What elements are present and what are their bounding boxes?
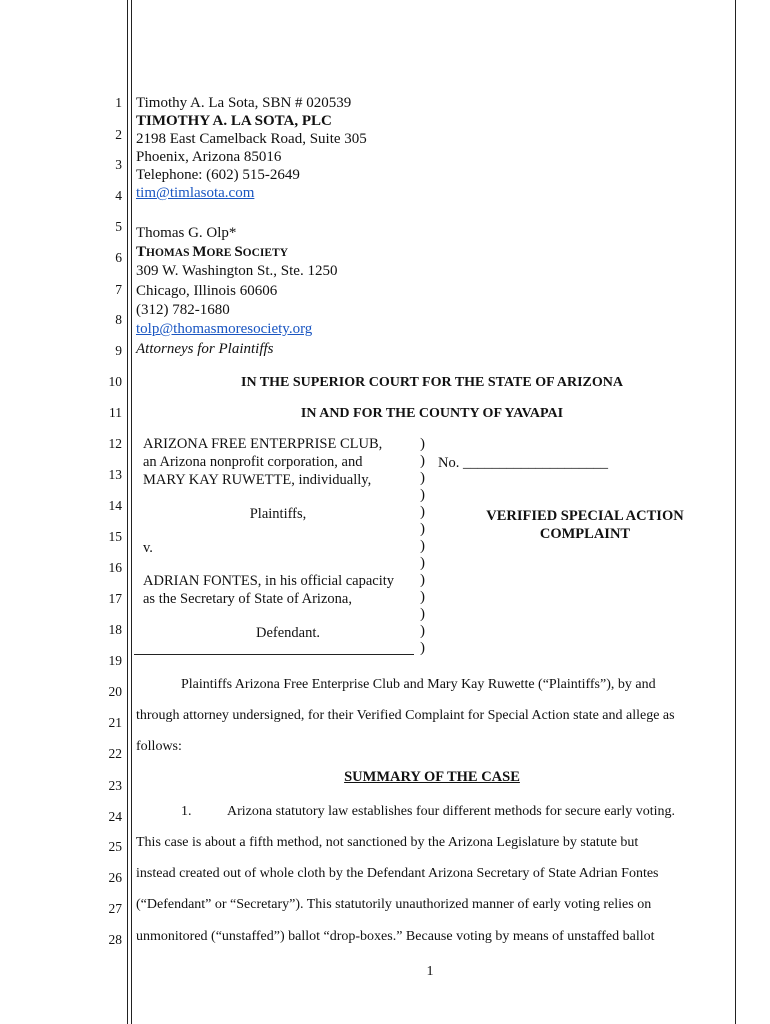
page-number: 1 (426, 964, 434, 979)
line-number: 25 (108, 839, 122, 854)
firm-name (136, 243, 288, 262)
line-number: 1 (115, 95, 122, 110)
left-margin-rule-outer (127, 0, 128, 1024)
body-line: unmonitored (“unstaffed”) ballot “drop-boxes.” Because voting by means of unstaffed ballot (136, 929, 655, 944)
case-number: No. ____________________ (438, 455, 608, 471)
attorney-name: Thomas G. Olp* (136, 225, 237, 241)
line-number: 24 (108, 809, 122, 824)
body-line: Plaintiffs Arizona Free Enterprise Club and Mary Kay Ruwette (“Plaintiffs”), by and (181, 677, 656, 692)
address-line: Chicago, Illinois 60606 (136, 283, 278, 299)
attorney-name: Timothy A. La Sota, SBN # 020539 (136, 95, 352, 111)
email-link[interactable]: tim@timlasota.com (136, 185, 255, 201)
line-number: 9 (115, 343, 122, 358)
firm-name-part: ORE (206, 247, 235, 259)
caption-paren: ) (420, 572, 425, 588)
address-line: 309 W. Washington St., Ste. 1250 (136, 263, 338, 279)
line-number: 3 (115, 157, 122, 172)
caption-paren: ) (420, 521, 425, 537)
line-number: 2 (115, 127, 122, 142)
body-line: follows: (136, 739, 182, 754)
caption-paren: ) (420, 487, 425, 503)
court-heading: IN THE SUPERIOR COURT FOR THE STATE OF ARIZONA (241, 375, 623, 390)
line-number: 28 (108, 932, 122, 947)
firm-name-part: HOMAS (146, 247, 193, 259)
line-number: 7 (115, 282, 122, 297)
body-line: This case is about a fifth method, not sanctioned by the Arizona Legislature by statute but (136, 835, 639, 850)
line-number: 22 (108, 746, 122, 761)
line-number: 20 (108, 684, 122, 699)
firm-name-part: OCIETY (242, 247, 289, 259)
line-number: 4 (115, 188, 122, 203)
caption-paren: ) (420, 606, 425, 622)
phone: Telephone: (602) 515-2649 (136, 167, 300, 183)
body-line: through attorney undersigned, for their Verified Complaint for Special Action state and allege as (136, 708, 675, 723)
defendant-label: Defendant. (255, 625, 320, 641)
versus: v. (143, 540, 153, 556)
caption-paren: ) (420, 555, 425, 571)
line-number: 6 (115, 250, 122, 265)
line-number: 19 (108, 653, 122, 668)
line-number: 13 (108, 467, 122, 482)
line-number: 15 (108, 529, 122, 544)
plaintiffs-label: Plaintiffs, (249, 506, 307, 522)
line-number: 18 (108, 622, 122, 637)
line-number: 17 (108, 591, 122, 606)
plaintiff-name: MARY KAY RUWETTE, individually, (143, 472, 372, 488)
email-link[interactable]: tolp@thomasmoresociety.org (136, 321, 313, 337)
defendant-name: ADRIAN FONTES, in his official capacity (143, 573, 395, 589)
plaintiff-name: ARIZONA FREE ENTERPRISE CLUB, (143, 436, 383, 452)
caption-paren: ) (420, 623, 425, 639)
line-number: 12 (108, 436, 122, 451)
line-number: 26 (108, 870, 122, 885)
section-heading: SUMMARY OF THE CASE (344, 769, 520, 785)
document-title: VERIFIED SPECIAL ACTION (486, 508, 684, 524)
firm-name-part: T (136, 244, 147, 260)
address-line: Phoenix, Arizona 85016 (136, 149, 282, 165)
left-margin-rule-inner (131, 0, 132, 1024)
body-line: Arizona statutory law establishes four different methods for secure early voting. (227, 804, 675, 819)
line-number: 10 (108, 374, 122, 389)
body-line: (“Defendant” or “Secretary”). This statutorily unauthorized manner of early voting relies on (136, 897, 652, 912)
line-number: 11 (109, 405, 122, 420)
defendant-description: as the Secretary of State of Arizona, (143, 591, 352, 607)
right-margin-rule (735, 0, 736, 1024)
caption-paren: ) (420, 436, 425, 452)
attorney-role: Attorneys for Plaintiffs (136, 341, 274, 357)
firm-name-part: S (234, 244, 243, 260)
line-number: 27 (108, 901, 122, 916)
caption-paren: ) (420, 453, 425, 469)
firm-name-part: M (192, 244, 207, 260)
caption-paren: ) (420, 640, 425, 656)
caption-paren: ) (420, 504, 425, 520)
line-number: 14 (108, 498, 122, 513)
caption-paren: ) (420, 470, 425, 486)
line-number: 8 (115, 312, 122, 327)
line-number: 16 (108, 560, 122, 575)
caption-paren: ) (420, 589, 425, 605)
line-number: 21 (108, 715, 122, 730)
caption-underline (134, 654, 414, 655)
body-line: instead created out of whole cloth by the Defendant Arizona Secretary of State Adrian Fontes (136, 866, 659, 881)
document-title: COMPLAINT (539, 526, 631, 542)
firm-name: TIMOTHY A. LA SOTA, PLC (136, 113, 332, 129)
line-number: 5 (115, 219, 122, 234)
address-line: 2198 East Camelback Road, Suite 305 (136, 131, 367, 147)
phone: (312) 782-1680 (136, 302, 230, 318)
caption-paren: ) (420, 538, 425, 554)
county-heading: IN AND FOR THE COUNTY OF YAVAPAI (300, 406, 564, 421)
paragraph-number: 1. (181, 804, 192, 819)
plaintiff-description: an Arizona nonprofit corporation, and (143, 454, 363, 470)
line-number: 23 (108, 778, 122, 793)
